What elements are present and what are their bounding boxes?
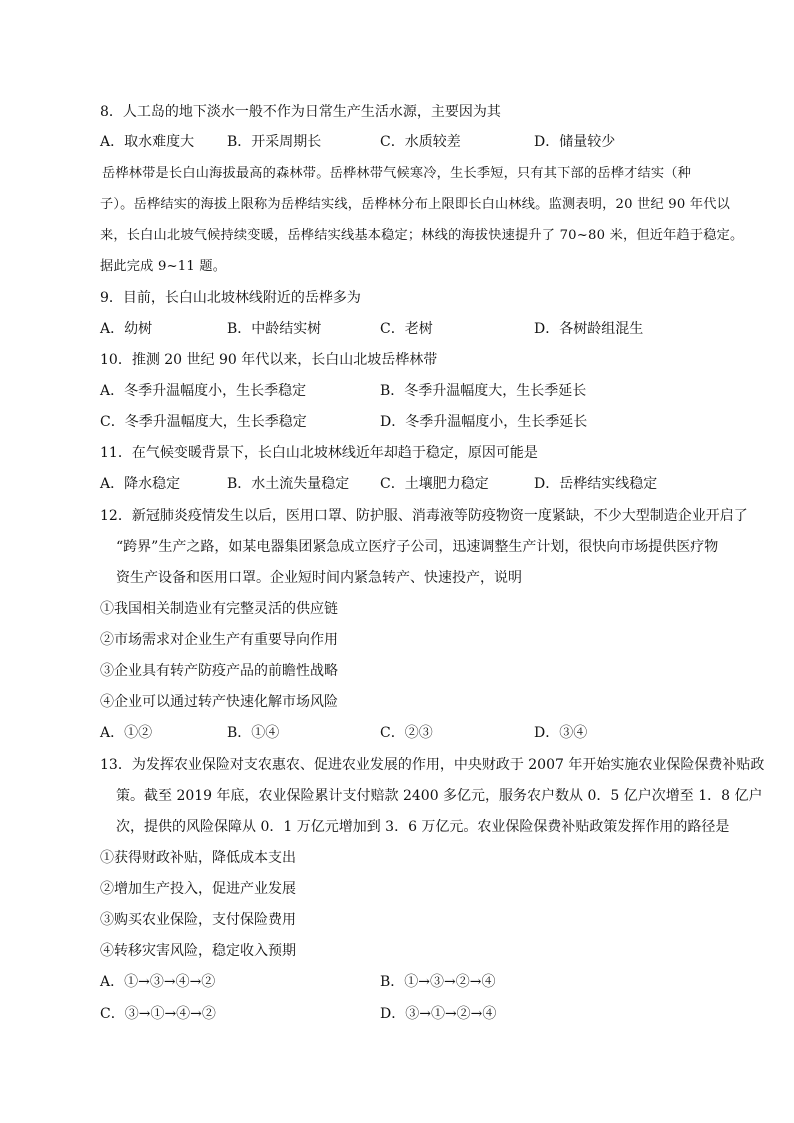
q10-option-d: D．冬季升温幅度小，生长季延长	[380, 414, 588, 430]
q9-stem: 9．目前，长白山北坡林线附近的岳桦多为	[100, 290, 361, 306]
q12-item-2: ②市场需求对企业生产有重要导向作用	[100, 632, 338, 648]
q12-option-c: C．②③	[380, 725, 433, 741]
q9-option-d: D．各树龄组混生	[534, 321, 644, 337]
passage-line-2: 子）。岳桦结实的海拔上限称为岳桦结实线，岳桦林分布上限即长白山林线。监测表明，20 世纪 90 年代以	[100, 197, 730, 212]
q8-option-d: D．储量较少	[534, 134, 616, 150]
q12-option-a: A．①②	[100, 725, 153, 741]
q13-item-3: ③购买农业保险，支付保险费用	[100, 912, 296, 928]
q9-option-a: A．幼树	[100, 321, 153, 337]
q9-option-c: C．老树	[380, 321, 433, 337]
q13-option-c: C．③→①→④→②	[100, 1006, 216, 1022]
q13-stem-line-3: 次，提供的风险保障从 0．1 万亿元增加到 3．6 万亿元。农业保险保费补贴政策发挥作用的路径是	[116, 819, 730, 835]
q12-item-3: ③企业具有转产防疫产品的前瞻性战略	[100, 663, 338, 679]
q11-option-a: A．降水稳定	[100, 476, 181, 492]
passage-line-1: 岳桦林带是长白山海拔最高的森林带。岳桦林带气候寒冷，生长季短，只有其下部的岳桦才结实（种	[102, 166, 692, 181]
q8-option-b: B．开采周期长	[227, 134, 322, 150]
passage-line-4: 据此完成 9~11 题。	[100, 259, 227, 274]
q11-option-d: D．岳桦结实线稳定	[534, 476, 658, 492]
q11-option-b: B．水土流失量稳定	[227, 476, 350, 492]
q13-stem-line-1: 13．为发挥农业保险对支农惠农、促进农业发展的作用，中央财政于 2007 年开始实施农业保险保费补贴政	[100, 757, 765, 773]
q12-item-4: ④企业可以通过转产快速化解市场风险	[100, 694, 338, 710]
q10-option-c: C．冬季升温幅度大，生长季稳定	[100, 414, 307, 430]
q11-option-c: C．土壤肥力稳定	[380, 476, 489, 492]
q10-stem: 10．推测 20 世纪 90 年代以来，长白山北坡岳桦林带	[100, 352, 438, 368]
q9-option-b: B．中龄结实树	[227, 321, 322, 337]
q10-option-b: B．冬季升温幅度大，生长季延长	[380, 383, 587, 399]
q10-option-a: A．冬季升温幅度小，生长季稳定	[100, 383, 307, 399]
q12-stem-line-2: “跨界”生产之路，如某电器集团紧急成立医疗子公司，迅速调整生产计划，很快向市场提供医疗物	[116, 539, 719, 555]
q13-option-d: D．③→①→②→④	[380, 1006, 497, 1022]
q13-item-2: ②增加生产投入，促进产业发展	[100, 881, 296, 897]
q12-stem-line-3: 资生产设备和医用口罩。企业短时间内紧急转产、快速投产，说明	[116, 570, 522, 586]
q12-option-d: D．③④	[534, 725, 588, 741]
q11-stem: 11．在气候变暖背景下，长白山北坡林线近年却趋于稳定，原因可能是	[100, 445, 538, 461]
q12-item-1: ①我国相关制造业有完整灵活的供应链	[100, 601, 338, 617]
q12-stem-line-1: 12．新冠肺炎疫情发生以后，医用口罩、防护服、消毒液等防疫物资一度紧缺，不少大型制造企业开启了	[100, 508, 748, 524]
q12-option-b: B．①④	[227, 725, 280, 741]
q13-item-4: ④转移灾害风险，稳定收入预期	[100, 943, 296, 959]
q13-stem-line-2: 策。截至 2019 年底，农业保险累计支付赔款 2400 多亿元，服务农户数从 0．5 亿户次增至 1．8 亿户	[116, 788, 763, 804]
q13-option-b: B．①→③→②→④	[380, 974, 496, 990]
passage-line-3: 来，长白山北坡气候持续变暖，岳桦结实线基本稳定；林线的海拔快速提升了 70~80 米，但近年趋于稳定。	[100, 228, 744, 243]
q8-stem: 8．人工岛的地下淡水一般不作为日常生产生活水源，主要因为其	[100, 104, 501, 120]
q13-option-a: A．①→③→④→②	[100, 974, 216, 990]
q8-option-c: C．水质较差	[380, 134, 461, 150]
q13-item-1: ①获得财政补贴，降低成本支出	[100, 850, 296, 866]
q8-option-a: A．取水难度大	[100, 134, 195, 150]
